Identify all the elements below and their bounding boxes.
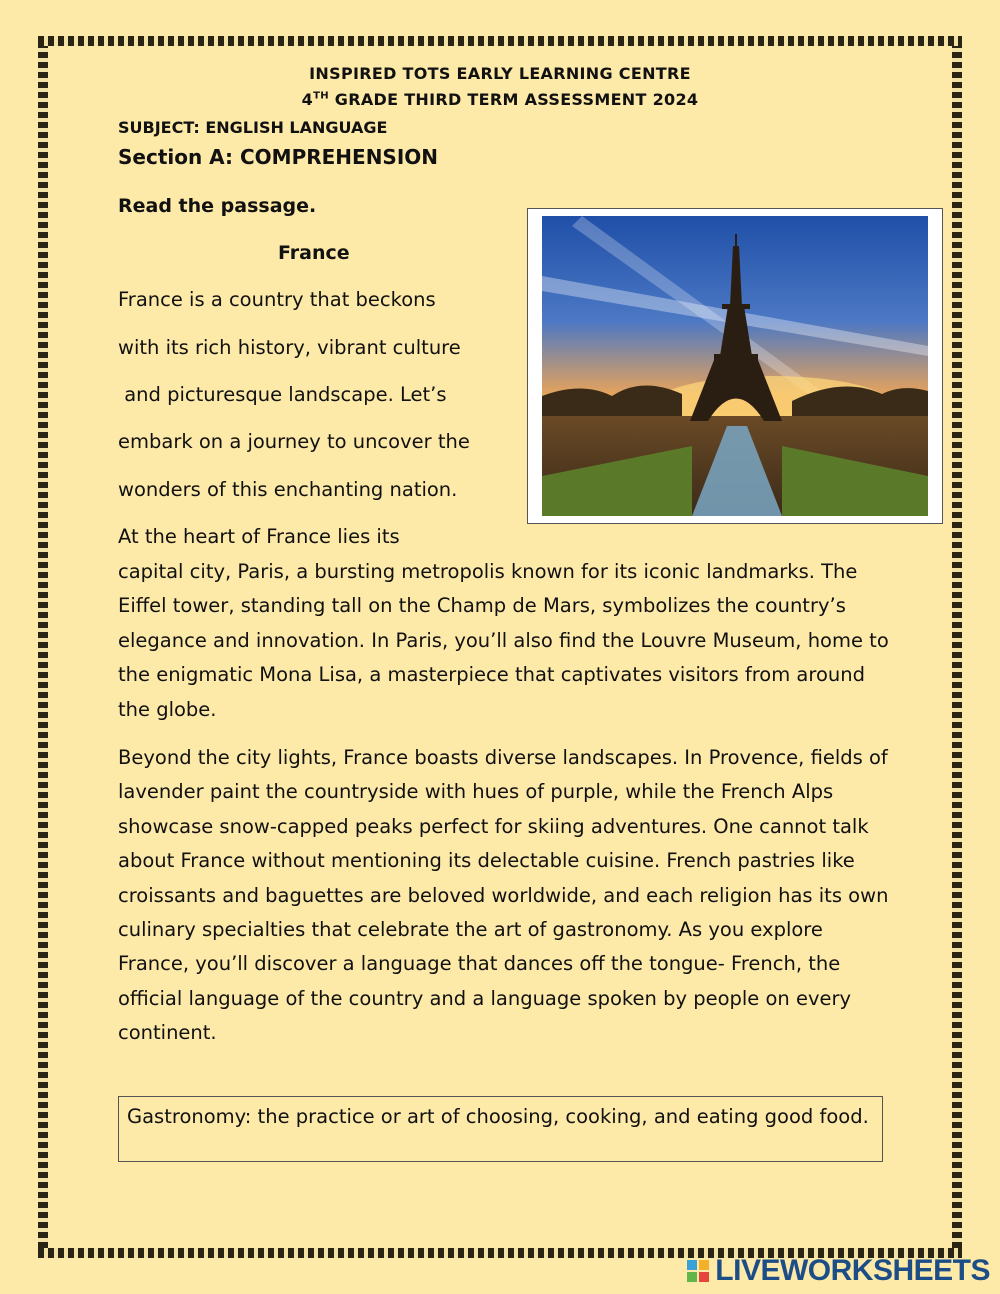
passage-line: At the heart of France lies its (118, 525, 400, 548)
passage-line: embark on a journey to uncover the (118, 430, 470, 453)
section-title: Section A: COMPREHENSION (118, 145, 439, 169)
passage-line: with its rich history, vibrant culture (118, 336, 461, 359)
school-name: INSPIRED TOTS EARLY LEARNING CENTRE (309, 64, 691, 83)
passage-line: France is a country that beckons (118, 288, 436, 311)
logo-blocks-icon (687, 1260, 709, 1282)
logo-block (699, 1272, 709, 1282)
passage-line: wonders of this enchanting nation. (118, 478, 458, 501)
subject-line: SUBJECT: ENGLISH LANGUAGE (118, 118, 388, 137)
passage-title: France (278, 242, 350, 264)
logo-block (699, 1260, 709, 1270)
passage-paragraph-3: Beyond the city lights, France boasts diverse landscapes. In Provence, fields of lavender paint the countryside with hues of purple, while the French Alps showcase snow-capped peaks perfect for skiing adventures. One cannot talk about France without mentioning its delectable cuisine. French pastries like croissants and baguettes are beloved worldwide, and each religion has its own culinary specialties that celebrate the art of gastronomy. As you explore France, you’ll discover a language that dances off the tongue- French, the official language of the country and a language spoken by people on every continent. (118, 746, 889, 1045)
assessment-title: 4TH GRADE THIRD TERM ASSESSMENT 2024 (301, 90, 699, 109)
eiffel-tower-photo (527, 208, 943, 524)
logo-block (687, 1272, 697, 1282)
eiffel-tower-image (542, 216, 928, 516)
logo-text: LIVEWORKSHEETS (715, 1254, 990, 1287)
liveworksheets-logo (687, 1254, 990, 1288)
glossary-box: Gastronomy: the practice or art of choosing, cooking, and eating good food. (118, 1096, 883, 1162)
logo-block (687, 1260, 697, 1270)
instruction: Read the passage. (118, 195, 317, 217)
passage-line: and picturesque landscape. Let’s (118, 383, 447, 406)
passage-paragraph-2: capital city, Paris, a bursting metropolis known for its iconic landmarks. The Eiffel tower, standing tall on the Champ de Mars, symbolizes the country’s elegance and innovation. In Paris, you’ll also find the Louvre Museum, home to the enigmatic Mona Lisa, a masterpiece that captivates visitors from around the globe. (118, 560, 889, 721)
